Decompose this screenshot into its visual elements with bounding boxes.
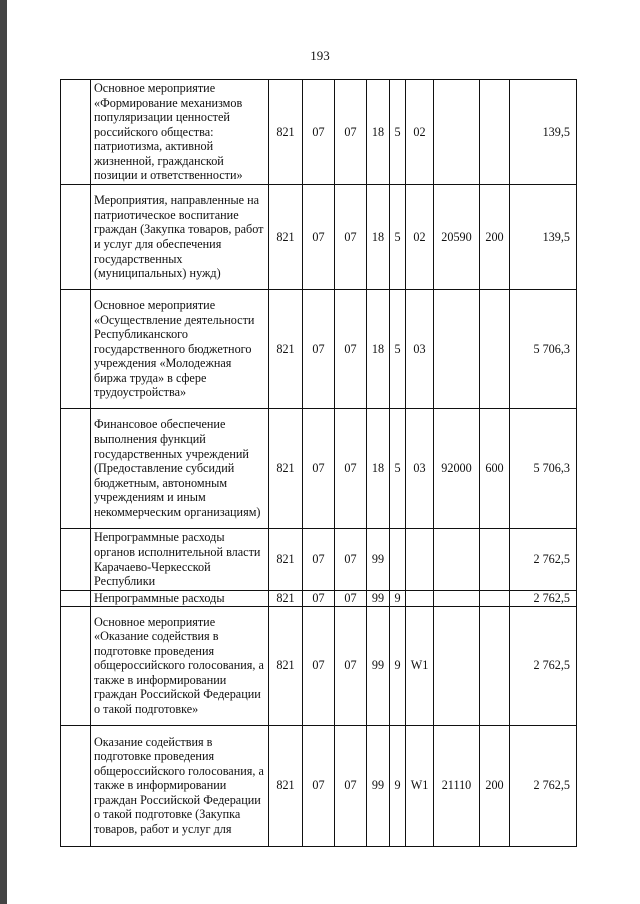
row-name: Мероприятия, направленные на патриотическое воспитание граждан (Закупка товаров, работ и услуг для обеспечения государственных (муниципальных) нужд) [91,185,269,290]
subsection-code: 07 [335,529,367,591]
amount: 2 762,5 [510,725,577,846]
ved-code: 821 [269,529,303,591]
row-name: Финансовое обеспечение выполнения функций государственных учреждений (Предоставление субсидий бюджетным, автономным учреждениям и иным некоммерческим организациям) [91,409,269,529]
table-row [61,529,577,591]
program-code: 99 [367,725,390,846]
amount: 139,5 [510,80,577,185]
ved-code: 821 [269,409,303,529]
subprogram-code: 5 [390,80,406,185]
blank-cell [61,591,91,607]
subprogram-code: 9 [390,591,406,607]
direction-code [434,80,480,185]
ved-code: 821 [269,725,303,846]
subprogram-code [390,529,406,591]
expense-type-code [480,290,510,409]
section-code: 07 [303,185,335,290]
section-code: 07 [303,606,335,725]
section-code: 07 [303,80,335,185]
amount: 5 706,3 [510,409,577,529]
direction-code: 21110 [434,725,480,846]
subprogram-code: 5 [390,290,406,409]
expense-type-code: 200 [480,185,510,290]
event-code: 03 [406,290,434,409]
amount: 2 762,5 [510,606,577,725]
event-code: W1 [406,725,434,846]
program-code: 99 [367,529,390,591]
subprogram-code: 9 [390,606,406,725]
event-code [406,591,434,607]
section-code: 07 [303,529,335,591]
row-name: Оказание содействия в подготовке проведения общероссийского голосования, а также в информировании граждан Российской Федерации о такой подготовке (Закупка товаров, работ и услуг для [91,725,269,846]
table-row [61,725,577,846]
amount: 2 762,5 [510,529,577,591]
amount: 139,5 [510,185,577,290]
subprogram-code: 5 [390,185,406,290]
budget-table [60,79,577,847]
row-name: Основное мероприятие «Оказание содействия в подготовке проведения общероссийского голосования, а также в информировании граждан Российской Федерации о такой подготовке» [91,606,269,725]
section-code: 07 [303,409,335,529]
event-code: 02 [406,80,434,185]
direction-code: 92000 [434,409,480,529]
subsection-code: 07 [335,290,367,409]
expense-type-code: 200 [480,725,510,846]
table-row [61,591,577,607]
blank-cell [61,529,91,591]
row-name: Основное мероприятие «Осуществление деятельности Республиканского государственного бюджетного учреждения «Молодежная биржа труда» в сфере трудоустройства» [91,290,269,409]
amount: 2 762,5 [510,591,577,607]
row-name: Основное мероприятие «Формирование механизмов популяризации ценностей российского общества: патриотизма, активной жизненной, гражданской позиции и ответственности» [91,80,269,185]
table-row [61,185,577,290]
ved-code: 821 [269,591,303,607]
expense-type-code [480,591,510,607]
blank-cell [61,725,91,846]
expense-type-code [480,529,510,591]
amount: 5 706,3 [510,290,577,409]
section-code: 07 [303,290,335,409]
direction-code [434,290,480,409]
blank-cell [61,290,91,409]
section-code: 07 [303,725,335,846]
subprogram-code: 9 [390,725,406,846]
program-code: 18 [367,409,390,529]
program-code: 18 [367,80,390,185]
ved-code: 821 [269,290,303,409]
expense-type-code: 600 [480,409,510,529]
event-code [406,529,434,591]
ved-code: 821 [269,80,303,185]
blank-cell [61,80,91,185]
table-row [61,290,577,409]
table-row [61,80,577,185]
event-code: 02 [406,185,434,290]
ved-code: 821 [269,185,303,290]
direction-code [434,591,480,607]
subsection-code: 07 [335,80,367,185]
subsection-code: 07 [335,591,367,607]
program-code: 99 [367,606,390,725]
blank-cell [61,606,91,725]
event-code: W1 [406,606,434,725]
direction-code [434,529,480,591]
row-name: Непрограммные расходы органов исполнительной власти Карачаево-Черкесской Республики [91,529,269,591]
program-code: 18 [367,185,390,290]
subprogram-code: 5 [390,409,406,529]
page-number: 193 [310,48,330,63]
event-code: 03 [406,409,434,529]
subsection-code: 07 [335,725,367,846]
program-code: 99 [367,591,390,607]
scan-edge-shadow [0,0,7,904]
expense-type-code [480,80,510,185]
subsection-code: 07 [335,185,367,290]
subsection-code: 07 [335,409,367,529]
blank-cell [61,409,91,529]
subsection-code: 07 [335,606,367,725]
program-code: 18 [367,290,390,409]
row-name: Непрограммные расходы [91,591,269,607]
section-code: 07 [303,591,335,607]
expense-type-code [480,606,510,725]
ved-code: 821 [269,606,303,725]
blank-cell [61,185,91,290]
table-row [61,409,577,529]
direction-code [434,606,480,725]
table-row [61,606,577,725]
direction-code: 20590 [434,185,480,290]
